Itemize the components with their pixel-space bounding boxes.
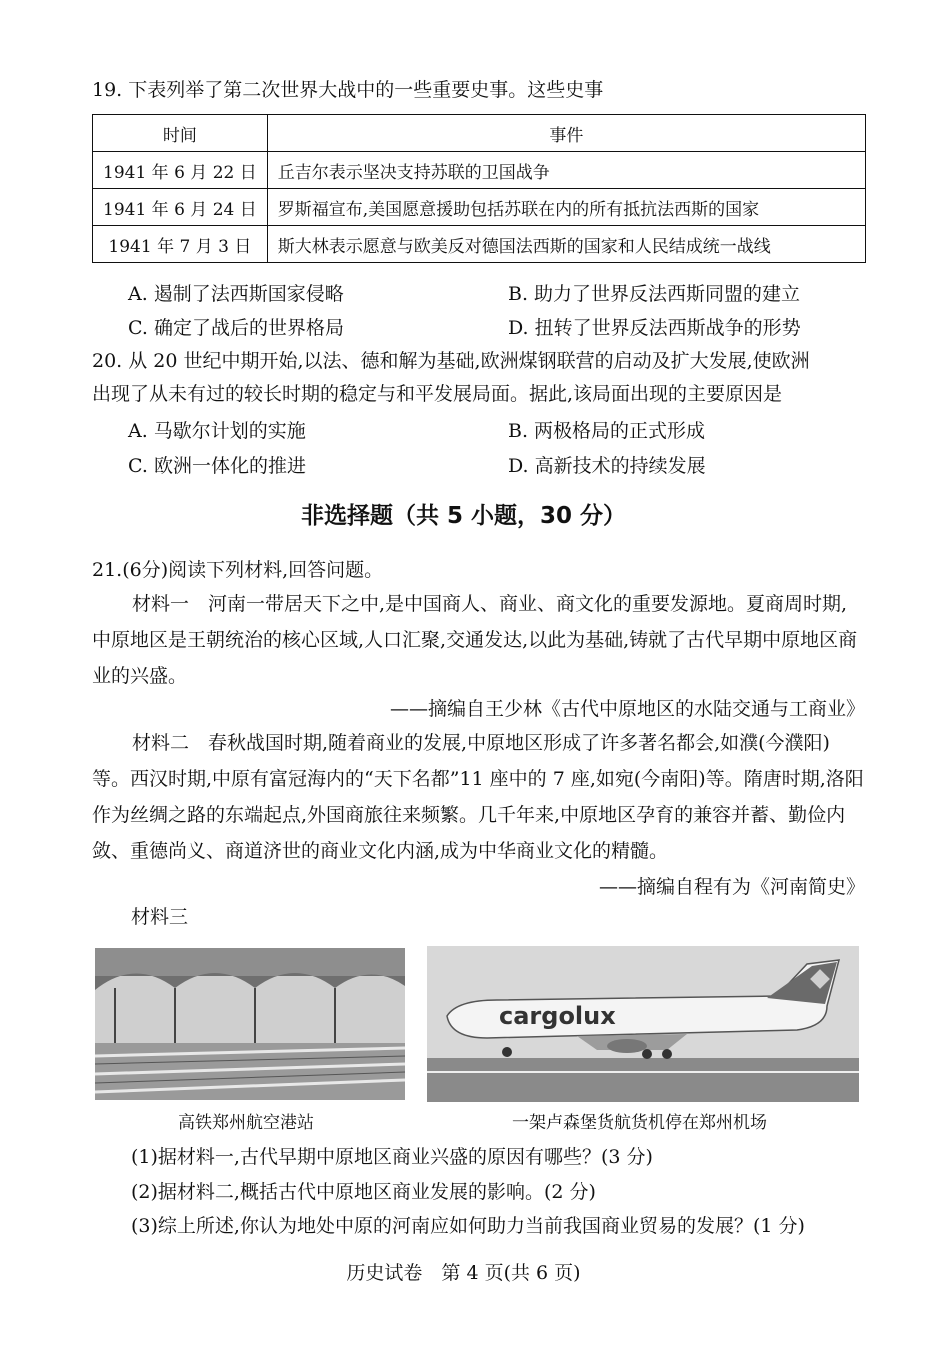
rail-station-illustration	[95, 948, 405, 1100]
table-row	[93, 189, 866, 226]
q21-source1: ——摘编自王少林《古代中原地区的水陆交通与工商业》	[389, 698, 865, 720]
q19-events-table	[92, 114, 866, 263]
plane-livery-text: cargolux	[499, 1002, 616, 1030]
table-header-row	[93, 115, 866, 152]
row-event: 丘吉尔表示坚决支持苏联的卫国战争	[267, 152, 865, 189]
q19-option-a: A. 遏制了法西斯国家侵略	[128, 283, 344, 305]
cargo-plane-photo	[427, 946, 859, 1102]
row-event: 罗斯福宣布,美国愿意援助包括苏联在内的所有抵抗法西斯的国家	[267, 189, 865, 226]
q20-option-b: B. 两极格局的正式形成	[508, 420, 706, 442]
page-footer: 历史试卷 第 4 页(共 6 页)	[346, 1262, 581, 1284]
q19-option-b: B. 助力了世界反法西斯同盟的建立	[508, 283, 801, 305]
q20-option-d: D. 高新技术的持续发展	[508, 455, 706, 477]
cargo-plane-caption: 一架卢森堡货航货机停在郑州机场	[512, 1113, 767, 1133]
row-time: 1941 年 7 月 3 日	[93, 226, 268, 263]
row-time: 1941 年 6 月 24 日	[93, 189, 268, 226]
q19-option-c: C. 确定了战后的世界格局	[128, 317, 344, 339]
q21-stem: 21.(6分)阅读下列材料,回答问题。	[92, 559, 384, 581]
table-row	[93, 226, 866, 263]
q21-material1: 材料一 河南一带居天下之中,是中国商人、商业、商文化的重要发源地。夏商周时期,中原地区是王朝统治的核心区域,人口汇聚,交通发达,以此为基础,铸就了古代早期中原地区商业的兴盛。	[92, 593, 858, 687]
q21-subquestion-3: (3)综上所述,你认为地处中原的河南应如何助力当前我国商业贸易的发展？(1 分)	[131, 1215, 805, 1237]
q21-material3-label: 材料三	[131, 906, 189, 928]
rail-station-caption: 高铁郑州航空港站	[178, 1113, 314, 1133]
table-row	[93, 152, 866, 189]
cargo-plane-illustration	[427, 946, 859, 1102]
row-event: 斯大林表示愿意与欧美反对德国法西斯的国家和人民结成统一战线	[267, 226, 865, 263]
q21-subquestion-1: (1)据材料一,古代早期中原地区商业兴盛的原因有哪些？(3 分)	[131, 1146, 653, 1168]
header-event: 事件	[267, 115, 865, 152]
q20-stem-line1: 20. 从 20 世纪中期开始,以法、德和解为基础,欧洲煤钢联营的启动及扩大发展,使欧洲	[92, 350, 810, 372]
header-time: 时间	[93, 115, 268, 152]
q19-option-d: D. 扭转了世界反法西斯战争的形势	[508, 317, 801, 339]
row-time: 1941 年 6 月 22 日	[93, 152, 268, 189]
q20-option-a: A. 马歇尔计划的实施	[128, 420, 306, 442]
section-title: 非选择题（共 5 小题，30 分）	[300, 503, 627, 529]
q21-subquestion-2: (2)据材料二,概括古代中原地区商业发展的影响。(2 分)	[131, 1181, 596, 1203]
q20-stem-line2: 出现了从未有过的较长时期的稳定与和平发展局面。据此,该局面出现的主要原因是	[92, 383, 783, 405]
q21-material2: 材料二 春秋战国时期,随着商业的发展,中原地区形成了许多著名都会,如濮(今濮阳)等。西汉时期,中原有富冠海内的“天下名都”11 座中的 7 座,如宛(今南阳)等。隋唐时期,洛阳作为丝绸之路的东端起点,外国商旅往来频繁。几千年来,中原地区孕育的兼容并蓄、勤俭内敛、重德尚义、商道济世的商业文化内涵,成为中华商业文化的精髓。	[92, 732, 864, 862]
q21-source2: ——摘编自程有为《河南简史》	[598, 876, 865, 898]
rail-station-photo	[95, 948, 405, 1100]
q19-stem: 19. 下表列举了第二次世界大战中的一些重要史事。这些史事	[92, 79, 604, 101]
q20-option-c: C. 欧洲一体化的推进	[128, 455, 306, 477]
